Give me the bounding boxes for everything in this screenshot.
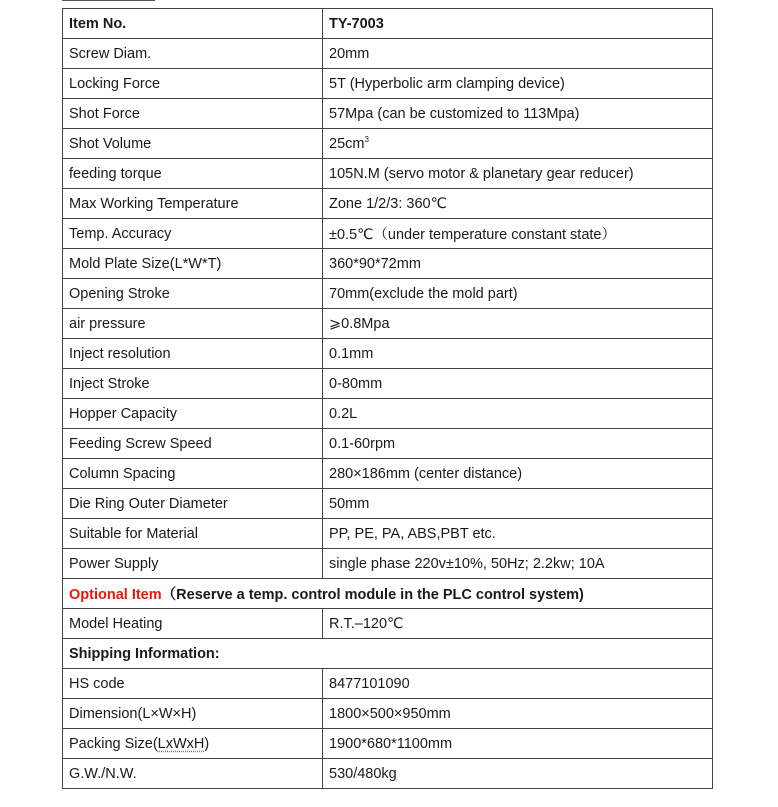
cubic-superscript: 3 xyxy=(364,135,369,144)
row-value: 0.2L xyxy=(323,399,713,429)
table-row xyxy=(63,309,713,339)
shipping-info-title: Shipping Information: xyxy=(63,639,713,669)
table-header-row xyxy=(63,9,713,39)
table-row xyxy=(63,189,713,219)
table-row xyxy=(63,249,713,279)
optional-item-row xyxy=(63,579,713,609)
top-border-fragment xyxy=(62,0,155,1)
row-value: 0.1-60rpm xyxy=(323,429,713,459)
row-label: Model Heating xyxy=(63,609,323,639)
row-label: Opening Stroke xyxy=(63,279,323,309)
row-value: Zone 1/2/3: 360℃ xyxy=(323,189,713,219)
row-value: 5T (Hyperbolic arm clamping device) xyxy=(323,69,713,99)
row-label: Suitable for Material xyxy=(63,519,323,549)
row-value: 20mm xyxy=(323,39,713,69)
row-value: ±0.5℃（under temperature constant state） xyxy=(323,219,713,249)
row-label: feeding torque xyxy=(63,159,323,189)
row-label: Feeding Screw Speed xyxy=(63,429,323,459)
row-label: Power Supply xyxy=(63,549,323,579)
row-label: air pressure xyxy=(63,309,323,339)
row-label: Dimension(L×W×H) xyxy=(63,699,323,729)
row-label: Die Ring Outer Diameter xyxy=(63,489,323,519)
row-value: 105N.M (servo motor & planetary gear reducer) xyxy=(323,159,713,189)
table-row xyxy=(63,159,713,189)
spec-table xyxy=(62,8,713,789)
packing-size-label: Packing Size( xyxy=(69,735,158,752)
row-label: Column Spacing xyxy=(63,459,323,489)
row-value: ⩾0.8Mpa xyxy=(323,309,713,339)
row-label: G.W./N.W. xyxy=(63,759,323,789)
table-row xyxy=(63,279,713,309)
table-row xyxy=(63,489,713,519)
row-value: 530/480kg xyxy=(323,759,713,789)
row-value: 0.1mm xyxy=(323,339,713,369)
shipping-info-row xyxy=(63,639,713,669)
row-label: Locking Force xyxy=(63,69,323,99)
row-label: Mold Plate Size(L*W*T) xyxy=(63,249,323,279)
row-label: Max Working Temperature xyxy=(63,189,323,219)
table-row xyxy=(63,39,713,69)
row-value xyxy=(323,129,713,159)
row-value: 280×186mm (center distance) xyxy=(323,459,713,489)
table-row xyxy=(63,759,713,789)
table-row xyxy=(63,459,713,489)
table-row xyxy=(63,399,713,429)
table-row xyxy=(63,129,713,159)
table-row xyxy=(63,669,713,699)
shot-volume-value: 25cm xyxy=(329,136,365,152)
row-label: Temp. Accuracy xyxy=(63,219,323,249)
row-label: Hopper Capacity xyxy=(63,399,323,429)
row-label xyxy=(63,729,323,759)
table-row xyxy=(63,339,713,369)
header-label: Item No. xyxy=(63,9,323,39)
row-value: 8477101090 xyxy=(323,669,713,699)
row-value: PP, PE, PA, ABS,PBT etc. xyxy=(323,519,713,549)
header-value: TY-7003 xyxy=(323,9,713,39)
row-value: 360*90*72mm xyxy=(323,249,713,279)
row-label: Screw Diam. xyxy=(63,39,323,69)
row-value: 70mm(exclude the mold part) xyxy=(323,279,713,309)
row-value: 0-80mm xyxy=(323,369,713,399)
table-row xyxy=(63,729,713,759)
table-row xyxy=(63,369,713,399)
row-value: 1900*680*1100mm xyxy=(323,729,713,759)
row-value: 50mm xyxy=(323,489,713,519)
row-value: 1800×500×950mm xyxy=(323,699,713,729)
table-row xyxy=(63,519,713,549)
table-row xyxy=(63,99,713,129)
row-label: HS code xyxy=(63,669,323,699)
optional-item-cell xyxy=(63,579,713,609)
table-row xyxy=(63,549,713,579)
row-value: single phase 220v±10%, 50Hz; 2.2kw; 10A xyxy=(323,549,713,579)
row-label: Shot Volume xyxy=(63,129,323,159)
table-row xyxy=(63,219,713,249)
row-label: Inject resolution xyxy=(63,339,323,369)
table-row xyxy=(63,609,713,639)
row-value: 57Mpa (can be customized to 113Mpa) xyxy=(323,99,713,129)
table-row xyxy=(63,429,713,459)
row-label: Inject Stroke xyxy=(63,369,323,399)
optional-item-title: Optional Item xyxy=(69,587,162,603)
packing-size-dims: LxWxH xyxy=(157,735,205,752)
table-row xyxy=(63,699,713,729)
row-label: Shot Force xyxy=(63,99,323,129)
table-row xyxy=(63,69,713,99)
row-value: R.T.–120℃ xyxy=(323,609,713,639)
optional-item-note: （Reserve a temp. control module in the PLC control system) xyxy=(161,587,584,603)
packing-size-close: ) xyxy=(204,735,210,752)
